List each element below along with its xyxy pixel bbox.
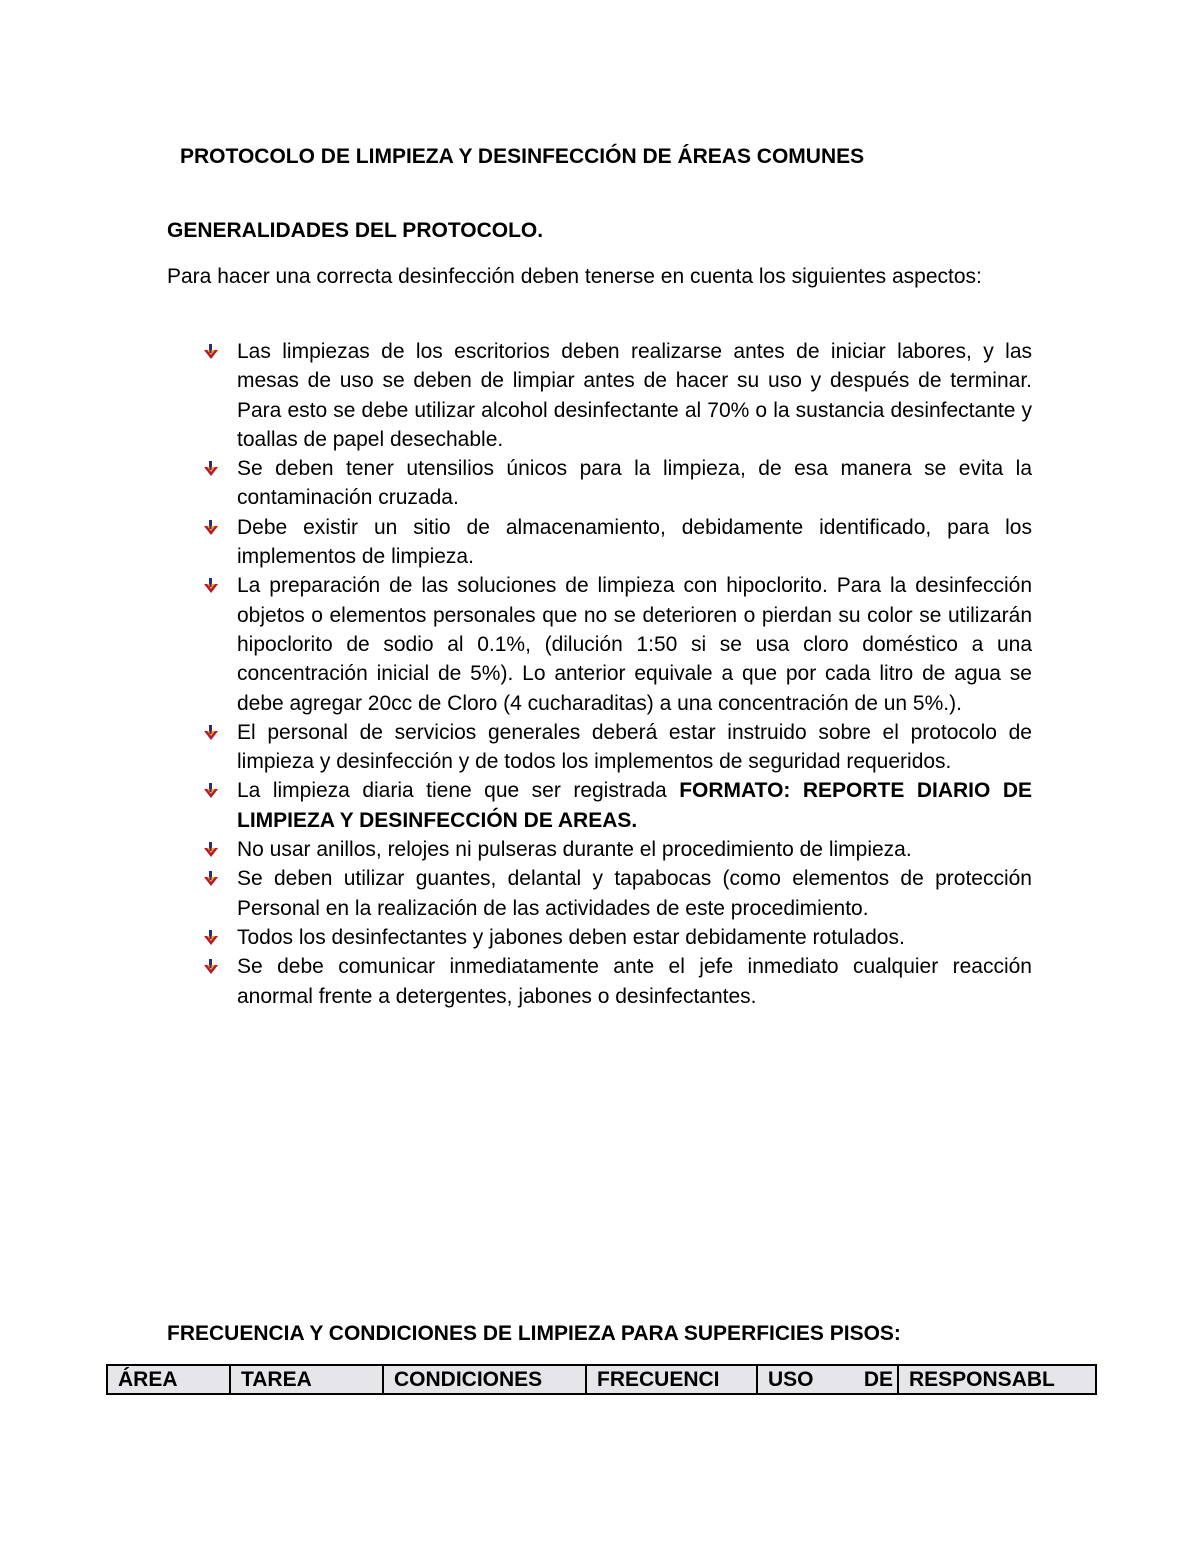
arrow-down-bullet-icon [203, 461, 219, 477]
list-item-text: Todos los desinfectantes y jabones deben estar debidamente rotulados. [237, 925, 905, 949]
column-header-uso-de: USO DE [757, 1365, 898, 1394]
arrow-down-bullet-icon [203, 783, 219, 799]
list-item [200, 923, 1032, 952]
list-item [200, 952, 1032, 1011]
list-item [200, 513, 1032, 572]
list-item-text: La preparación de las soluciones de limpieza con hipoclorito. Para la desinfección objetos o elementos personales que no se deterioren o pierdan su color se utilizarán hipoclorito de sodio al 0.1%, (dilución 1:50 si se usa cloro doméstico a una concentración inicial de 5%). Lo anterior equivale a que por cada litro de agua se debe agregar 20cc de Cloro (4 cucharaditas) a una concentración de un 5%.). [237, 574, 1032, 715]
document-title: PROTOCOLO DE LIMPIEZA Y DESINFECCIÓN DE ÁREAS COMUNES [180, 145, 865, 168]
section-heading: GENERALIDADES DEL PROTOCOLO. [167, 219, 544, 242]
list-item-text: Las limpiezas de los escritorios deben realizarse antes de iniciar labores, y las mesas de uso se deben de limpiar antes de hacer su uso y después de terminar. Para esto se debe utilizar alcohol desinfectante al 70% o la sustancia desinfectante y toallas de papel desechable. [237, 340, 1032, 451]
list-item-text: Se deben utilizar guantes, delantal y tapabocas (como elementos de protección Personal en la realización de las actividades de este procedimiento. [237, 867, 1032, 920]
list-item [200, 571, 1032, 717]
arrow-down-bullet-icon [203, 344, 219, 360]
column-header-condiciones: CONDICIONES [383, 1365, 586, 1394]
intro-paragraph: Para hacer una correcta desinfección deben tenerse en cuenta los siguientes aspectos: [167, 265, 982, 288]
list-item [200, 337, 1032, 454]
list-item-text: No usar anillos, relojes ni pulseras durante el procedimiento de limpieza. [237, 838, 912, 862]
aspects-list [200, 337, 1032, 1011]
table-header-row [107, 1365, 1096, 1394]
arrow-down-bullet-icon [203, 959, 219, 975]
list-item-text: Se debe comunicar inmediatamente ante el jefe inmediato cualquier reacción anormal frente a detergentes, jabones o desinfectantes. [237, 955, 1032, 1008]
column-header-frecuencia: FRECUENCI [586, 1365, 757, 1394]
table-heading: FRECUENCIA Y CONDICIONES DE LIMPIEZA PARA SUPERFICIES PISOS: [167, 1322, 901, 1345]
column-header-tarea: TAREA [230, 1365, 383, 1394]
arrow-down-bullet-icon [203, 725, 219, 741]
list-item [200, 835, 1032, 864]
arrow-down-bullet-icon [203, 520, 219, 536]
list-item [200, 454, 1032, 513]
column-header-responsable: RESPONSABL [898, 1365, 1096, 1394]
arrow-down-bullet-icon [203, 842, 219, 858]
frequency-table [106, 1364, 1097, 1395]
list-item [200, 718, 1032, 777]
list-item-text: Debe existir un sitio de almacenamiento, debidamente identificado, para los implementos de limpieza. [237, 515, 1032, 569]
list-item-text: Se deben tener utensilios únicos para la limpieza, de esa manera se evita la contaminación cruzada. [237, 457, 1032, 510]
list-item [200, 864, 1032, 923]
format-reference: FORMATO: REPORTE DIARIO DE LIMPIEZA Y DESINFECCIÓN DE AREAS. [237, 779, 1032, 832]
arrow-down-bullet-icon [203, 578, 219, 594]
arrow-down-bullet-icon [203, 930, 219, 946]
list-item-text: El personal de servicios generales deberá estar instruido sobre el protocolo de limpieza y desinfección y de todos los implementos de seguridad requeridos. [237, 720, 1032, 774]
arrow-down-bullet-icon [203, 871, 219, 887]
column-header-area: ÁREA [107, 1365, 230, 1394]
list-item [200, 776, 1032, 835]
list-item-text: La limpieza diaria tiene que ser registrada [237, 779, 680, 803]
